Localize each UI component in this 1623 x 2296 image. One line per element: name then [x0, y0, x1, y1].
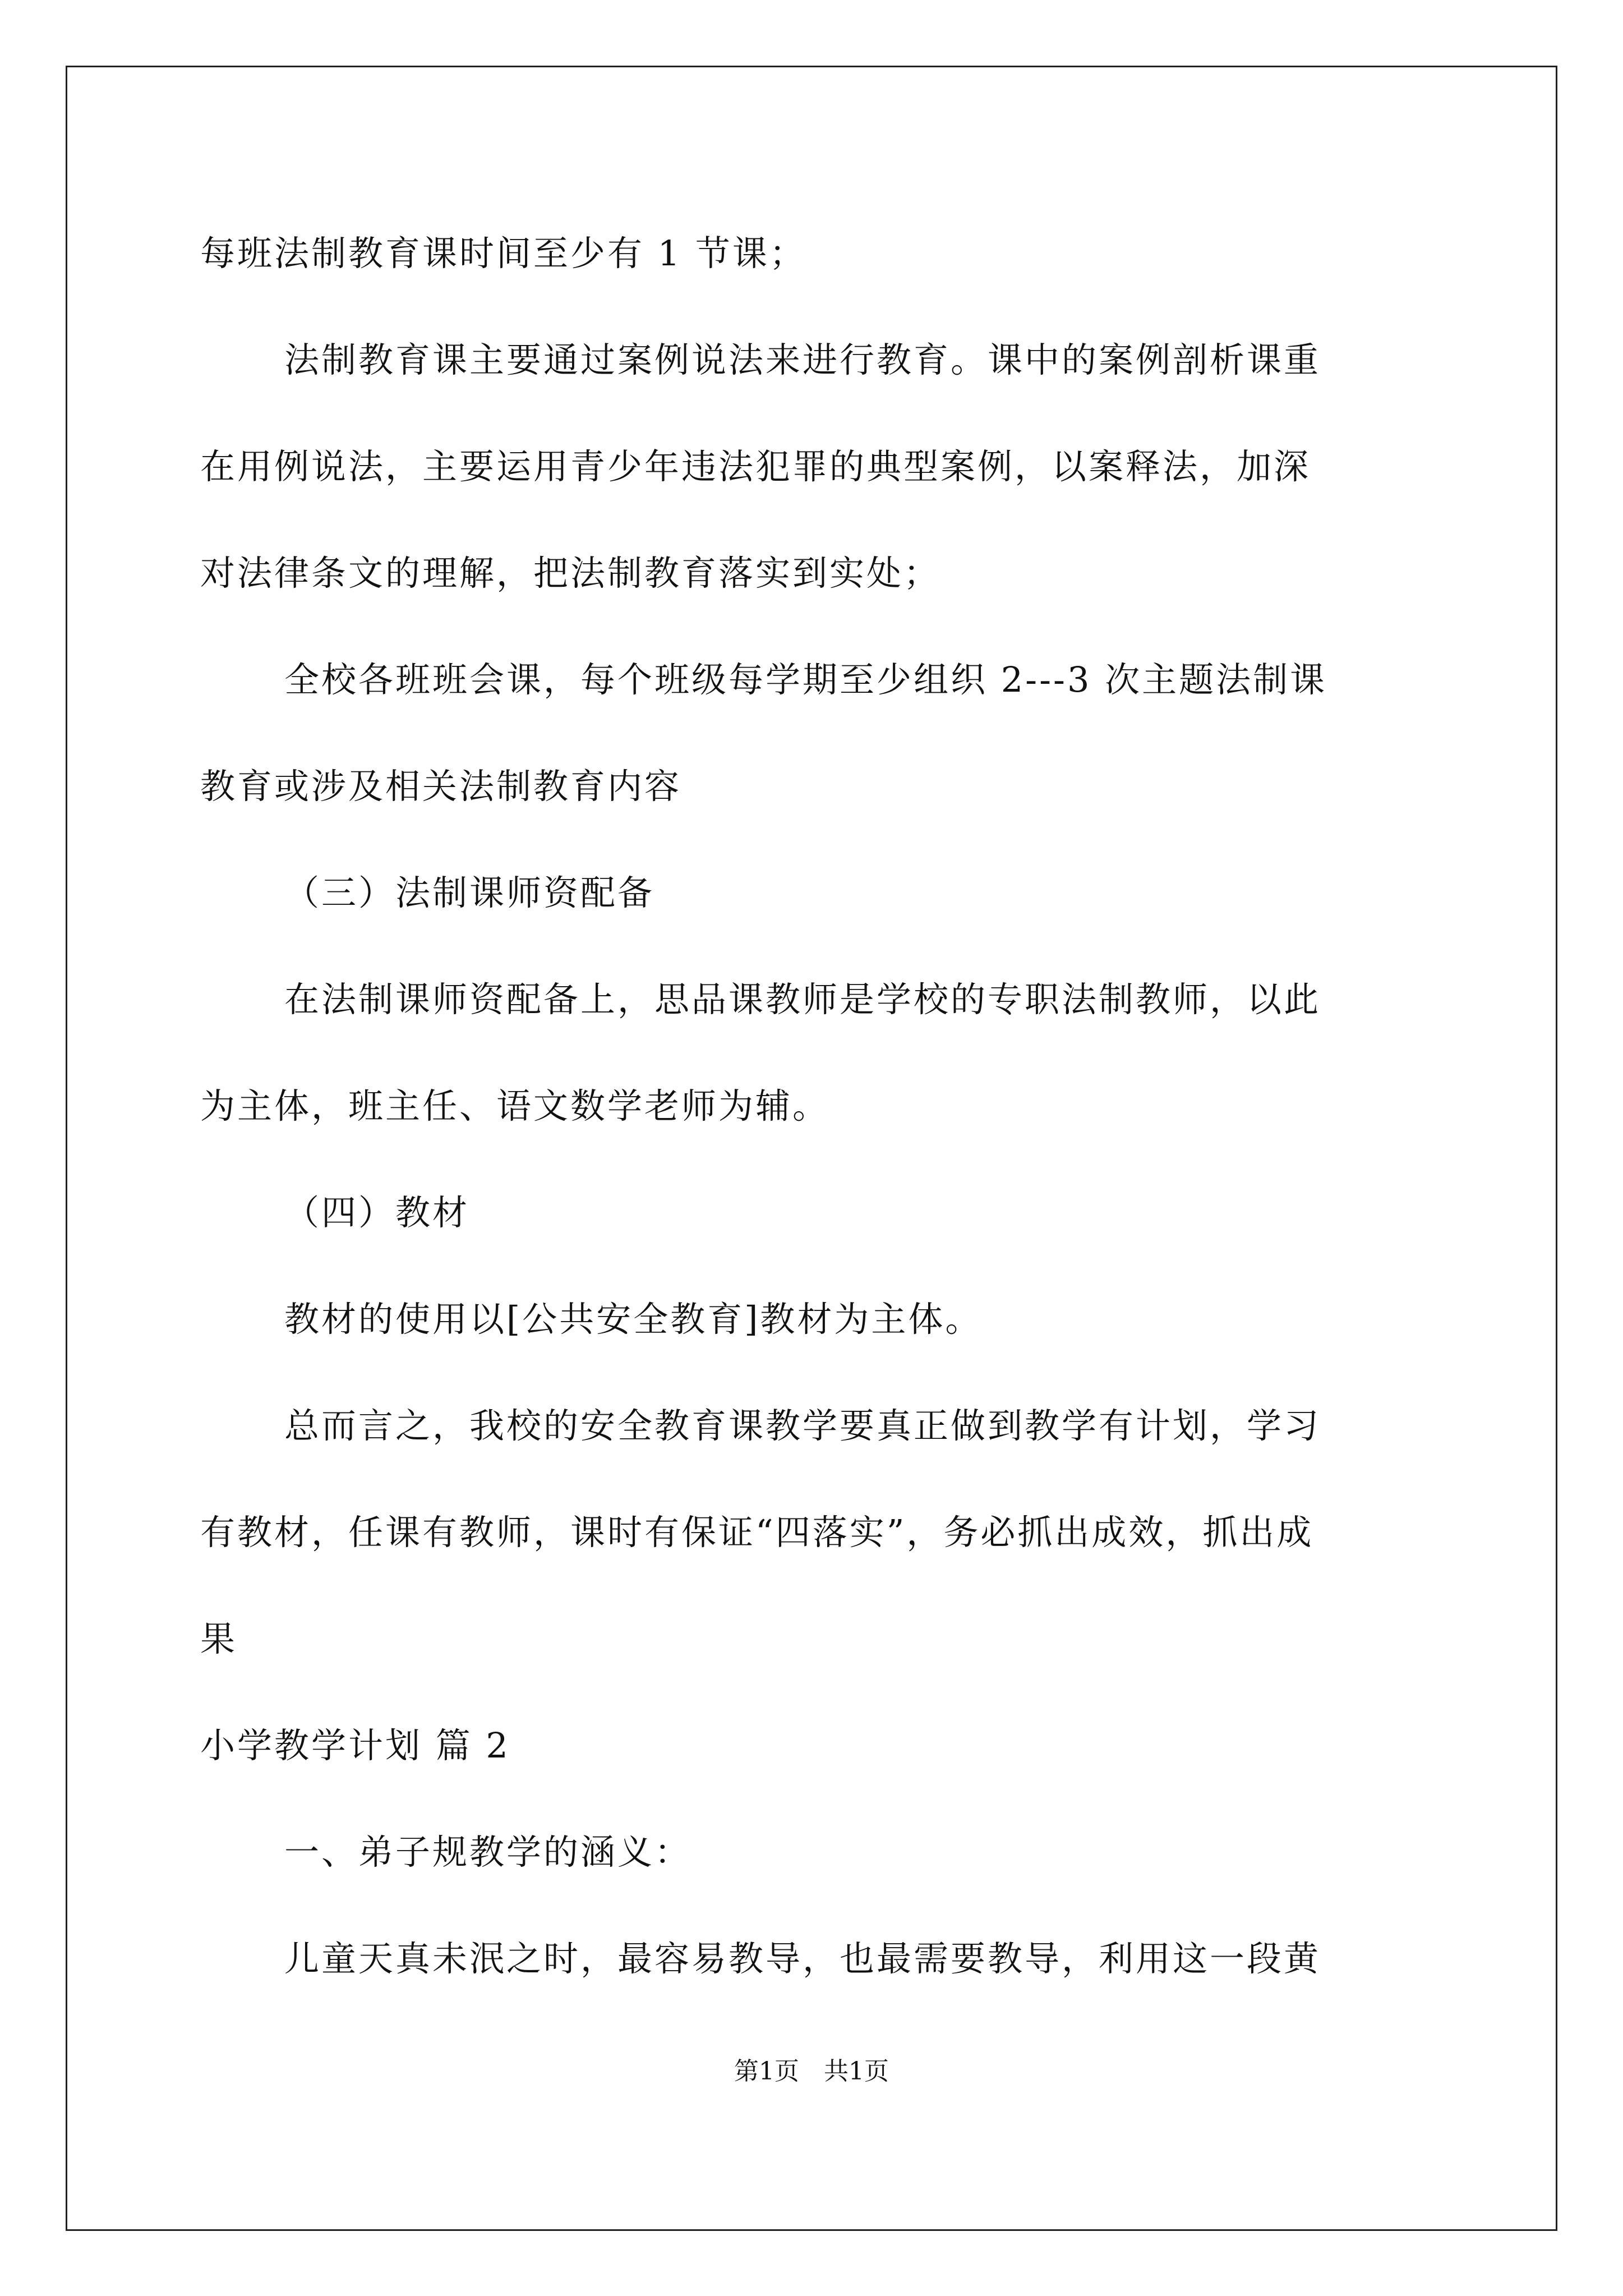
- text-line-14: 果: [200, 1618, 238, 1659]
- page-number-footer: 第1页 共1页: [734, 2057, 889, 2086]
- text-line-2: 法制教育课主要通过案例说法来进行教育。课中的案例剖析课重: [284, 339, 1321, 380]
- text-line-8: 在法制课师资配备上，思品课教师是学校的专职法制教师，以此: [284, 979, 1321, 1020]
- section-heading-3: （三）法制课师资配备: [284, 872, 655, 913]
- text-line-11: 教材的使用以[公共安全教育]教材为主体。: [284, 1299, 983, 1340]
- text-line-16: 一、弟子规教学的涵义：: [284, 1832, 692, 1872]
- text-line-5: 全校各班班会课，每个班级每学期至少组织 2---3 次主题法制课: [284, 659, 1327, 700]
- text-line-4: 对法律条文的理解，把法制教育落实到实处；: [200, 553, 941, 593]
- text-line-1: 每班法制教育课时间至少有 1 节课；: [200, 233, 806, 274]
- section-heading-4: （四）教材: [284, 1192, 470, 1233]
- text-line-17: 儿童天真未泯之时，最容易教导，也最需要教导，利用这一段黄: [284, 1938, 1321, 1979]
- text-line-6: 教育或涉及相关法制教育内容: [200, 766, 682, 807]
- text-line-13: 有教材，任课有教师，课时有保证“四落实”，务必抓出成效，抓出成: [200, 1512, 1314, 1553]
- text-line-9: 为主体，班主任、语文数学老师为辅。: [200, 1085, 830, 1126]
- plan-title: 小学教学计划 篇 2: [200, 1725, 510, 1766]
- text-line-3: 在用例说法，主要运用青少年违法犯罪的典型案例，以案释法，加深: [200, 446, 1311, 487]
- text-line-12: 总而言之，我校的安全教育课教学要真正做到教学有计划，学习: [284, 1405, 1321, 1446]
